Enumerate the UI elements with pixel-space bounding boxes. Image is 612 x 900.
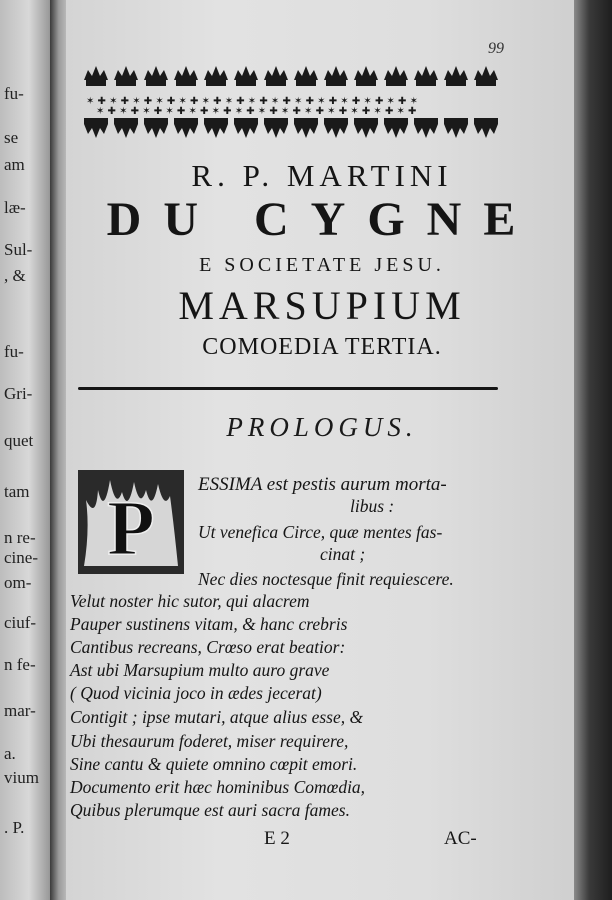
author-line: R. P. MARTINI — [191, 158, 453, 193]
facing-page-fragment: tam — [4, 482, 30, 501]
verse-line: Pauper sustinens vitam, & hanc crebris — [70, 614, 348, 634]
signature-mark: E 2 — [264, 828, 290, 849]
author-surname: DU CYGNE — [106, 193, 538, 246]
facing-page-fragment: n re- — [4, 528, 36, 547]
facing-page-fragment: Gri- — [4, 384, 33, 403]
verse-line: ESSIMA est pestis aurum morta- — [198, 474, 447, 495]
facing-page-fragment: ciuf- — [4, 613, 37, 632]
verse-line: Documento erit hæc hominibus Comœdia, — [70, 777, 366, 797]
facing-page-fragment: am — [4, 155, 25, 174]
verse-line: Contigit ; ipse mutari, atque alius esse, & — [70, 707, 364, 727]
verse-line: Sine cantu & quiete omnino cœpit emori. — [70, 754, 358, 774]
society-line: E SOCIETATE JESU. — [199, 254, 445, 276]
facing-page-fragment: fu- — [4, 342, 24, 361]
verse-line: Ast ubi Marsupium multo auro grave — [70, 660, 330, 680]
verse-line: cinat ; — [320, 544, 366, 564]
facing-page-fragment: vium — [4, 768, 39, 787]
play-title: MARSUPIUM — [178, 283, 466, 328]
catchword: AC- — [444, 828, 477, 849]
play-subtitle: COMOEDIA TERTIA. — [202, 334, 442, 360]
verse-line: libus : — [350, 496, 395, 516]
facing-page-fragment: n fe- — [4, 655, 36, 674]
headpiece-ornament — [82, 64, 512, 140]
verse-line: Nec dies noctesque finit requiescere. — [198, 569, 454, 589]
facing-page-fragment: om- — [4, 573, 32, 592]
drop-cap-letter: P — [107, 484, 155, 571]
title-rule — [78, 387, 498, 390]
svg-text:✶ ✚ ✶ ✚ ✶ ✚ ✶ ✚ ✶ ✚ ✶ ✚ ✶ ✚ ✶: ✶ ✚ ✶ ✚ ✶ ✚ ✶ ✚ ✶ ✚ ✶ ✚ ✶ ✚ ✶ ✚ ✶ ✚ ✶ ✚ ✶ ✚ ✶ ✚ ✶ ✚ ✶ ✚ ✶ — [86, 96, 418, 107]
facing-page-fragment: læ- — [4, 198, 26, 217]
book-page — [66, 0, 578, 900]
facing-page-fragment: , & — [4, 266, 26, 285]
facing-page-fragment: fu- — [4, 84, 24, 103]
facing-page-fragment: . P. — [4, 818, 25, 837]
verse-line: Ut venefica Circe, quæ mentes fas- — [198, 522, 443, 542]
verse-line: ( Quod vicinia joco in ædes jecerat) — [70, 683, 322, 703]
facing-page-fragment: mar- — [4, 701, 36, 720]
facing-page-fragment: se — [4, 128, 19, 147]
section-title: PROLOGUS. — [226, 412, 418, 442]
facing-page-fragment: a. — [4, 744, 16, 763]
facing-page-fragment: cine- — [4, 548, 38, 567]
page-number: 99 — [488, 40, 504, 57]
ornamental-initial-icon — [78, 470, 184, 574]
verse-line: Quibus plerumque est auri sacra fames. — [70, 800, 350, 820]
drop-cap-initial — [78, 470, 184, 574]
facing-page-fragment: Sul- — [4, 240, 33, 259]
page-edge-shadow — [574, 0, 612, 900]
verse-line: Velut noster hic sutor, qui alacrem — [70, 591, 310, 611]
verse-line: Ubi thesaurum foderet, miser requirere, — [70, 731, 349, 751]
svg-text:✶ ✚ ✶ ✚ ✶ ✚ ✶ ✚ ✶ ✚ ✶ ✚ ✶ ✚ ✶: ✶ ✚ ✶ ✚ ✶ ✚ ✶ ✚ ✶ ✚ ✶ ✚ ✶ ✚ ✶ ✚ ✶ ✚ ✶ ✚ ✶ ✚ ✶ ✚ ✶ ✚ ✶ ✚ — [96, 106, 417, 117]
verse-line: Cantibus recreans, Crœso erat beatior: — [70, 637, 346, 657]
facing-page-fragment: quet — [4, 431, 34, 450]
